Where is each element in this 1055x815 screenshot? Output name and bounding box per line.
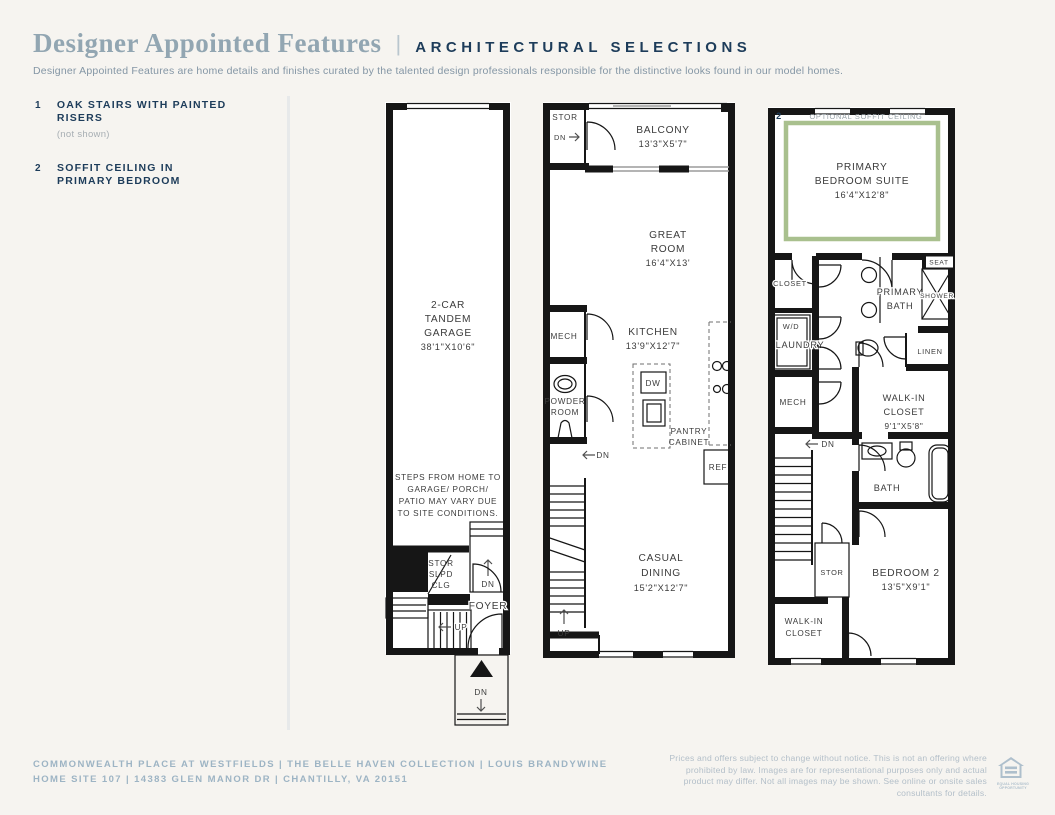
stor-label: STOR [552, 113, 578, 122]
features-list [35, 99, 275, 210]
page-description: Designer Appointed Features are home details and finishes curated by the talented design professionals responsible for the distinctive looks found in our model homes. [33, 65, 844, 77]
equal-housing-logo [996, 756, 1030, 790]
feature-item-2 [35, 162, 275, 188]
stor-dn-label: DN [553, 133, 567, 142]
svg-text:CABINET: CABINET [668, 438, 710, 447]
svg-text:13'5"X9'1": 13'5"X9'1" [881, 582, 931, 592]
svg-text:BALCONY: BALCONY [636, 125, 690, 136]
floor-plan-bedroom-level [766, 105, 958, 668]
laundry-label: LAUNDRY [775, 340, 825, 350]
svg-text:2-CAR: 2-CAR [430, 300, 466, 311]
dishwasher-label: DW [645, 379, 661, 388]
svg-text:GARAGE/ PORCH/: GARAGE/ PORCH/ [407, 485, 489, 494]
svg-text:CLOSET: CLOSET [785, 629, 823, 638]
footer-line-2: HOME SITE 107 | 14383 GLEN MANOR DR | CHANTILLY, VA 20151 [33, 774, 409, 785]
floor-plan-garage-level [383, 100, 513, 730]
linen-label: LINEN [917, 347, 943, 356]
foyer-label: FOYER [468, 601, 508, 612]
feature-number: 1 [35, 100, 41, 111]
mech-label: MECH [550, 332, 578, 341]
svg-text:WALK-IN: WALK-IN [784, 617, 824, 626]
svg-text:STEPS FROM HOME TO: STEPS FROM HOME TO [394, 473, 502, 482]
footer-community-info [33, 757, 608, 787]
svg-text:DINING: DINING [641, 568, 681, 579]
feature-item-1 [35, 99, 275, 140]
foyer-up-label: UP [454, 623, 468, 632]
svg-text:15'2"X12'7": 15'2"X12'7" [633, 583, 689, 593]
feature-label: OAK STAIRS WITH PAINTED RISERS [56, 99, 227, 124]
svg-text:PRIMARY: PRIMARY [876, 287, 924, 297]
footer-line-1: COMMONWEALTH PLACE AT WESTFIELDS | THE BELLE HAVEN COLLECTION | LOUIS BRANDYWINE [33, 759, 608, 770]
shower-label: SHOWER [920, 293, 954, 300]
landing-dn-label: DN [481, 580, 495, 589]
svg-text:16'4"X13': 16'4"X13' [645, 258, 691, 268]
stor-label: STOR [820, 568, 844, 577]
svg-text:38'1"X10'6": 38'1"X10'6" [420, 342, 476, 352]
header [33, 28, 1023, 77]
svg-text:TANDEM: TANDEM [424, 314, 472, 325]
floor-plan-main-level [541, 100, 737, 662]
stoop-dn-label: DN [474, 688, 488, 697]
svg-text:CLG: CLG [431, 581, 451, 590]
svg-text:PATIO MAY VARY DUE: PATIO MAY VARY DUE [398, 497, 498, 506]
svg-text:WALK-IN: WALK-IN [882, 393, 926, 403]
seat-label: SEAT [929, 259, 949, 267]
svg-text:9'1"X5'8": 9'1"X5'8" [884, 422, 924, 431]
svg-text:GARAGE: GARAGE [424, 328, 472, 339]
svg-text:TO SITE CONDITIONS.: TO SITE CONDITIONS. [397, 509, 499, 518]
svg-text:BATH: BATH [886, 301, 914, 311]
main-up-label: UP [557, 629, 571, 638]
feature-number: 2 [35, 163, 41, 174]
svg-text:16'4"X12'8": 16'4"X12'8" [834, 190, 890, 200]
svg-text:KITCHEN: KITCHEN [628, 327, 678, 338]
bath-label: BATH [873, 483, 901, 493]
footer-disclaimer: Prices and offers subject to change without notice. This is not an offering where prohibited by law. Images are for representational purposes only and actual product may differ. Not all images may be shown. See online or onsite sales consultants for details. [669, 753, 987, 798]
feature-note: (not shown) [56, 129, 110, 140]
section-heading: ARCHITECTURAL SELECTIONS [415, 39, 752, 56]
entry-arrow-icon [470, 660, 493, 677]
eho-text-1: EQUAL HOUSING [996, 782, 1030, 786]
main-dn-label: DN [596, 451, 610, 460]
svg-text:CASUAL: CASUAL [638, 553, 684, 564]
svg-text:POWDER: POWDER [544, 397, 586, 406]
casual-dining-label [634, 553, 689, 593]
equal-housing-icon [996, 756, 1026, 782]
svg-text:13'9"X12'7": 13'9"X12'7" [625, 341, 681, 351]
svg-text:ROOM: ROOM [650, 244, 686, 255]
feature-label: SOFFIT CEILING IN PRIMARY BEDROOM [57, 162, 181, 187]
svg-text:ROOM: ROOM [550, 408, 580, 417]
title-separator: | [395, 31, 402, 56]
vertical-divider [287, 96, 290, 730]
svg-text:13'3"X5'7": 13'3"X5'7" [638, 139, 688, 149]
wd-label: W/D [782, 322, 800, 331]
svg-text:PANTRY: PANTRY [670, 427, 708, 436]
svg-text:CLOSET: CLOSET [773, 279, 807, 288]
svg-text:PRIMARY: PRIMARY [836, 162, 888, 173]
page-title: Designer Appointed Features [33, 28, 382, 58]
mech-label: MECH [779, 398, 807, 407]
refrigerator-label: REF [708, 463, 728, 472]
svg-text:SLPD: SLPD [428, 570, 454, 579]
great-room-label [646, 230, 691, 268]
front-stoop [455, 655, 508, 725]
svg-text:STOR: STOR [428, 559, 454, 568]
svg-text:BEDROOM 2: BEDROOM 2 [872, 568, 940, 579]
svg-text:GREAT: GREAT [649, 230, 687, 241]
feature-marker-2: 2 [776, 111, 782, 121]
svg-text:CLOSET: CLOSET [883, 407, 925, 417]
soffit-note: OPTIONAL SOFFIT CEILING [809, 112, 923, 121]
upper-dn-label: DN [821, 440, 835, 449]
eho-text-2: OPPORTUNITY [999, 786, 1027, 790]
svg-text:BEDROOM SUITE: BEDROOM SUITE [814, 176, 910, 187]
